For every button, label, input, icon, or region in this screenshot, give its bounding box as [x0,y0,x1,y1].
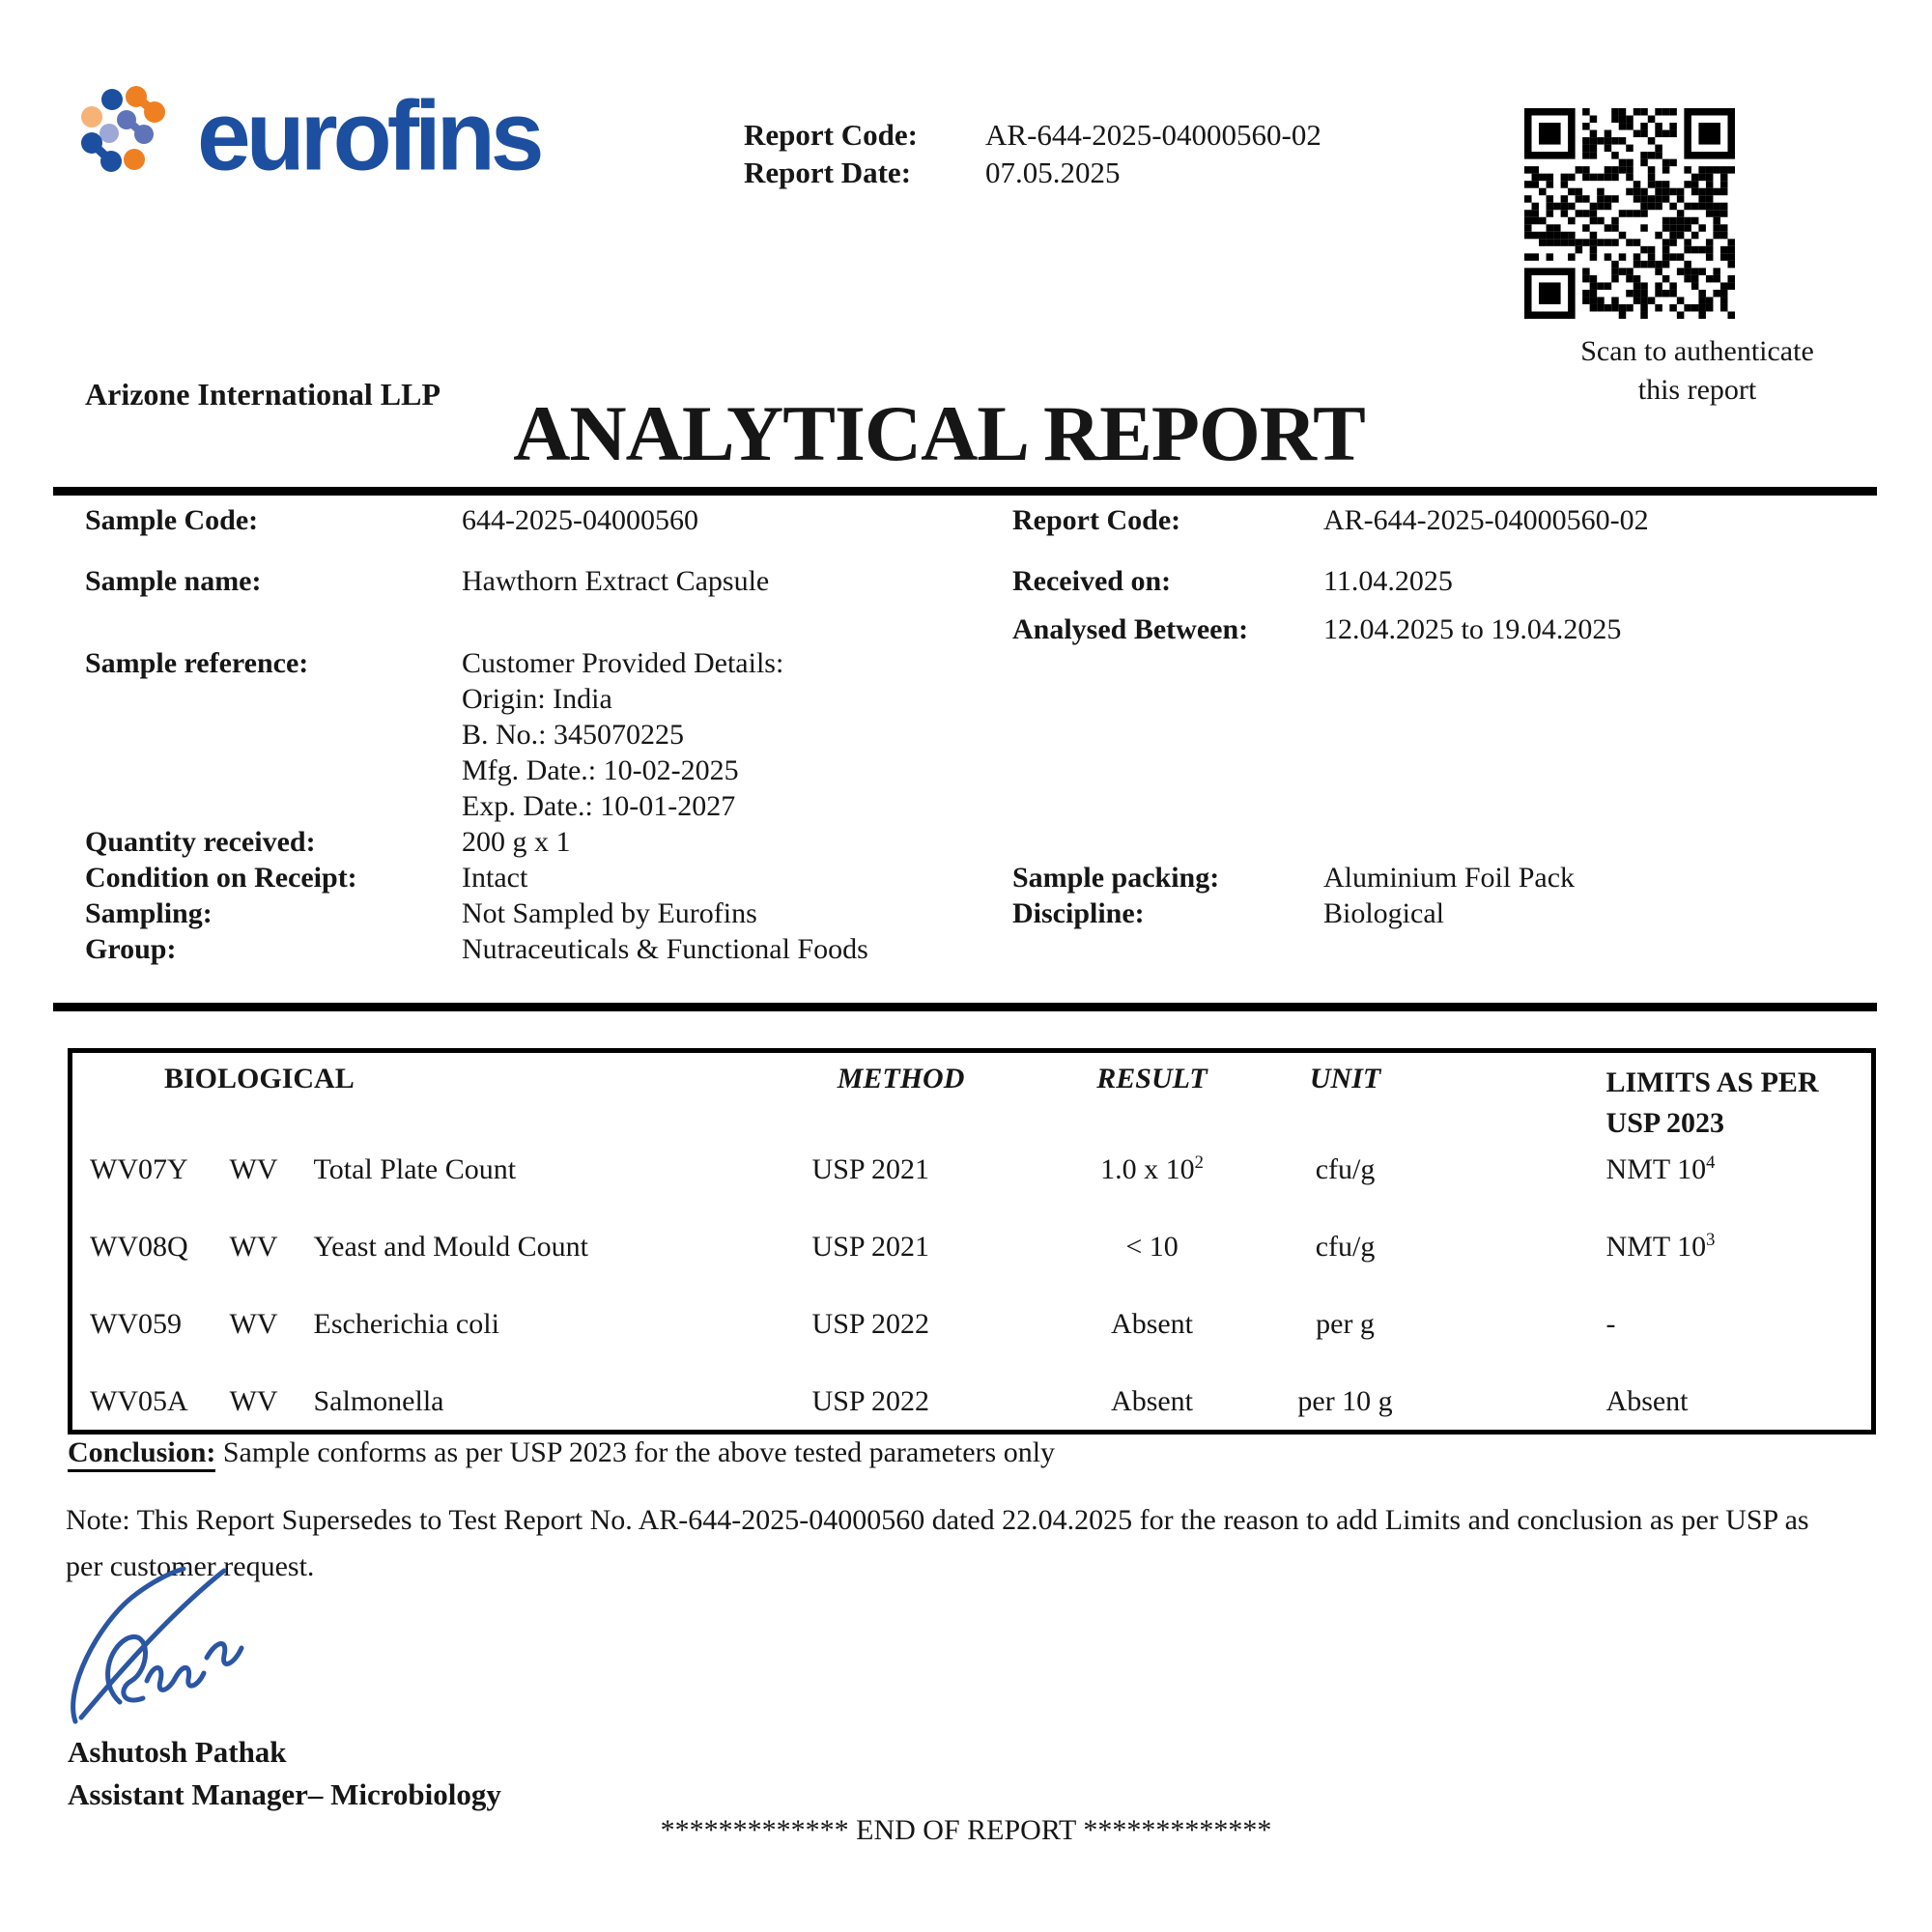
report-date-label: Report Date: [744,156,912,189]
sampling-value: Not Sampled by Eurofins [462,897,757,929]
page-title: ANALYTICAL REPORT [513,389,1365,477]
sample-reference-lines [462,645,783,824]
results-table [68,1048,1876,1435]
limit-base: Absent [1605,1385,1689,1417]
result [1027,1221,1278,1298]
qr-code [1524,108,1735,319]
limit [1413,1298,1874,1376]
limit [1413,1376,1874,1432]
eurofins-logo-icon [81,85,178,186]
lab-code: WV [229,1308,278,1340]
header-limits-line1: LIMITS AS PER [1605,1066,1819,1098]
result-base: < 10 [1125,1231,1179,1263]
report-date-row [744,154,1321,191]
packing-row [1012,860,1575,895]
limit [1413,1221,1874,1298]
group-label: Group: [85,933,177,965]
result-base: 1.0 x 10 [1100,1153,1195,1185]
discipline-value: Biological [1323,897,1444,929]
section-divider [53,1003,1877,1011]
lab-code: WV [229,1385,278,1417]
report-code-row [744,116,1321,154]
result-base: Absent [1111,1308,1194,1340]
sample-code-label: Sample Code: [85,504,259,536]
signer-title: Assistant Manager– Microbiology [68,1777,501,1811]
reference-line: Origin: India [462,683,612,715]
signature-icon [62,1565,313,1739]
parameter: Total Plate Count [313,1153,517,1185]
group-row [85,931,868,967]
table-row [71,1221,1874,1298]
header-limits [1413,1051,1874,1145]
condition-label: Condition on Receipt: [85,862,357,894]
unit: cfu/g [1315,1153,1376,1185]
reference-line: B. No.: 345070225 [462,719,685,751]
parameter: Escherichia coli [313,1308,499,1340]
result [1027,1144,1278,1221]
method: USP 2022 [811,1385,929,1417]
result [1027,1376,1278,1432]
note: Note: This Report Supersedes to Test Report No. AR-644-2025-04000560 dated 22.04.2025 for the reason to add Limits and conclusion as per USP as per customer request. [66,1504,1809,1582]
sample-code-value: 644-2025-04000560 [462,504,698,536]
eurofins-logo [81,80,540,191]
sample-name-label: Sample name: [85,565,262,597]
limit-sup: 4 [1706,1152,1716,1173]
report-code-label: Report Code: [744,118,918,152]
parameter: Yeast and Mould Count [313,1231,588,1263]
unit: per g [1316,1308,1375,1340]
sampling-row [85,895,757,931]
packing-label: Sample packing: [1012,862,1220,894]
condition-value: Intact [462,862,528,894]
result [1027,1298,1278,1376]
quantity-row [85,824,571,860]
header-biological: BIOLOGICAL [164,1063,355,1094]
test-code: WV059 [90,1308,182,1340]
limit-base: NMT 10 [1605,1153,1707,1185]
sample-reference-label: Sample reference: [85,647,309,679]
header-method: METHOD [837,1063,965,1094]
table-row [71,1376,1874,1432]
quantity-label: Quantity received: [85,826,316,858]
table-header-row [71,1051,1874,1145]
unit: per 10 g [1297,1385,1393,1417]
test-code: WV07Y [90,1153,188,1185]
report-code-label2: Report Code: [1012,504,1181,536]
sampling-label: Sampling: [85,897,213,929]
analysed-value: 12.04.2025 to 19.04.2025 [1323,613,1622,645]
limit-base: - [1605,1308,1616,1340]
parameter: Salmonella [313,1385,444,1417]
conclusion-label: Conclusion: [68,1436,215,1472]
reference-line: Customer Provided Details: [462,647,784,679]
header-result: RESULT [1096,1063,1208,1094]
header-unit: UNIT [1309,1063,1381,1094]
group-value: Nutraceuticals & Functional Foods [462,933,868,965]
signer-name: Ashutosh Pathak [68,1735,287,1769]
reference-line: Exp. Date.: 10-01-2027 [462,790,736,822]
end-of-report: ************* END OF REPORT ************* [660,1814,1272,1846]
table-row [71,1144,1874,1221]
conclusion-text: Sample conforms as per USP 2023 for the above tested parameters only [215,1436,1056,1468]
unit: cfu/g [1315,1231,1376,1263]
condition-row [85,860,527,895]
report-date-value: 07.05.2025 [985,156,1121,189]
conclusion [68,1436,1055,1469]
limit-base: NMT 10 [1605,1231,1707,1263]
report-code-value: AR-644-2025-04000560-02 [985,118,1321,152]
discipline-row [1012,895,1444,931]
test-code: WV08Q [90,1231,188,1263]
result-sup: 2 [1194,1152,1204,1173]
reference-line: Mfg. Date.: 10-02-2025 [462,754,739,786]
sample-reference-row [85,645,783,824]
limit-sup: 3 [1706,1230,1716,1250]
header-limits-line2: USP 2023 [1605,1107,1725,1139]
lab-code: WV [229,1231,278,1263]
packing-value: Aluminium Foil Pack [1323,862,1576,894]
limit [1413,1144,1874,1221]
brand-wordmark: eurofins [197,80,540,191]
qr-caption-line1: Scan to authenticate [1580,335,1814,367]
lab-code: WV [229,1153,278,1185]
analysed-label: Analysed Between: [1012,613,1249,645]
company-name: Arizone International LLP [85,377,440,412]
discipline-label: Discipline: [1012,897,1145,929]
sample-name-row [85,563,769,599]
analysed-row [1012,611,1621,647]
received-value: 11.04.2025 [1323,565,1453,597]
test-code: WV05A [90,1385,188,1417]
report-code-value2: AR-644-2025-04000560-02 [1323,504,1649,536]
table-row [71,1298,1874,1376]
received-row [1012,563,1453,599]
report-code-row2 [1012,502,1649,538]
result-base: Absent [1111,1385,1194,1417]
received-label: Received on: [1012,565,1172,597]
method: USP 2021 [811,1231,929,1263]
sample-code-row [85,502,698,538]
method: USP 2021 [811,1153,929,1185]
sample-name-value: Hawthorn Extract Capsule [462,565,770,597]
report-meta [744,116,1321,191]
quantity-value: 200 g x 1 [462,826,571,858]
qr-caption-line2: this report [1637,374,1757,406]
method: USP 2022 [811,1308,929,1340]
title-divider [53,487,1877,496]
